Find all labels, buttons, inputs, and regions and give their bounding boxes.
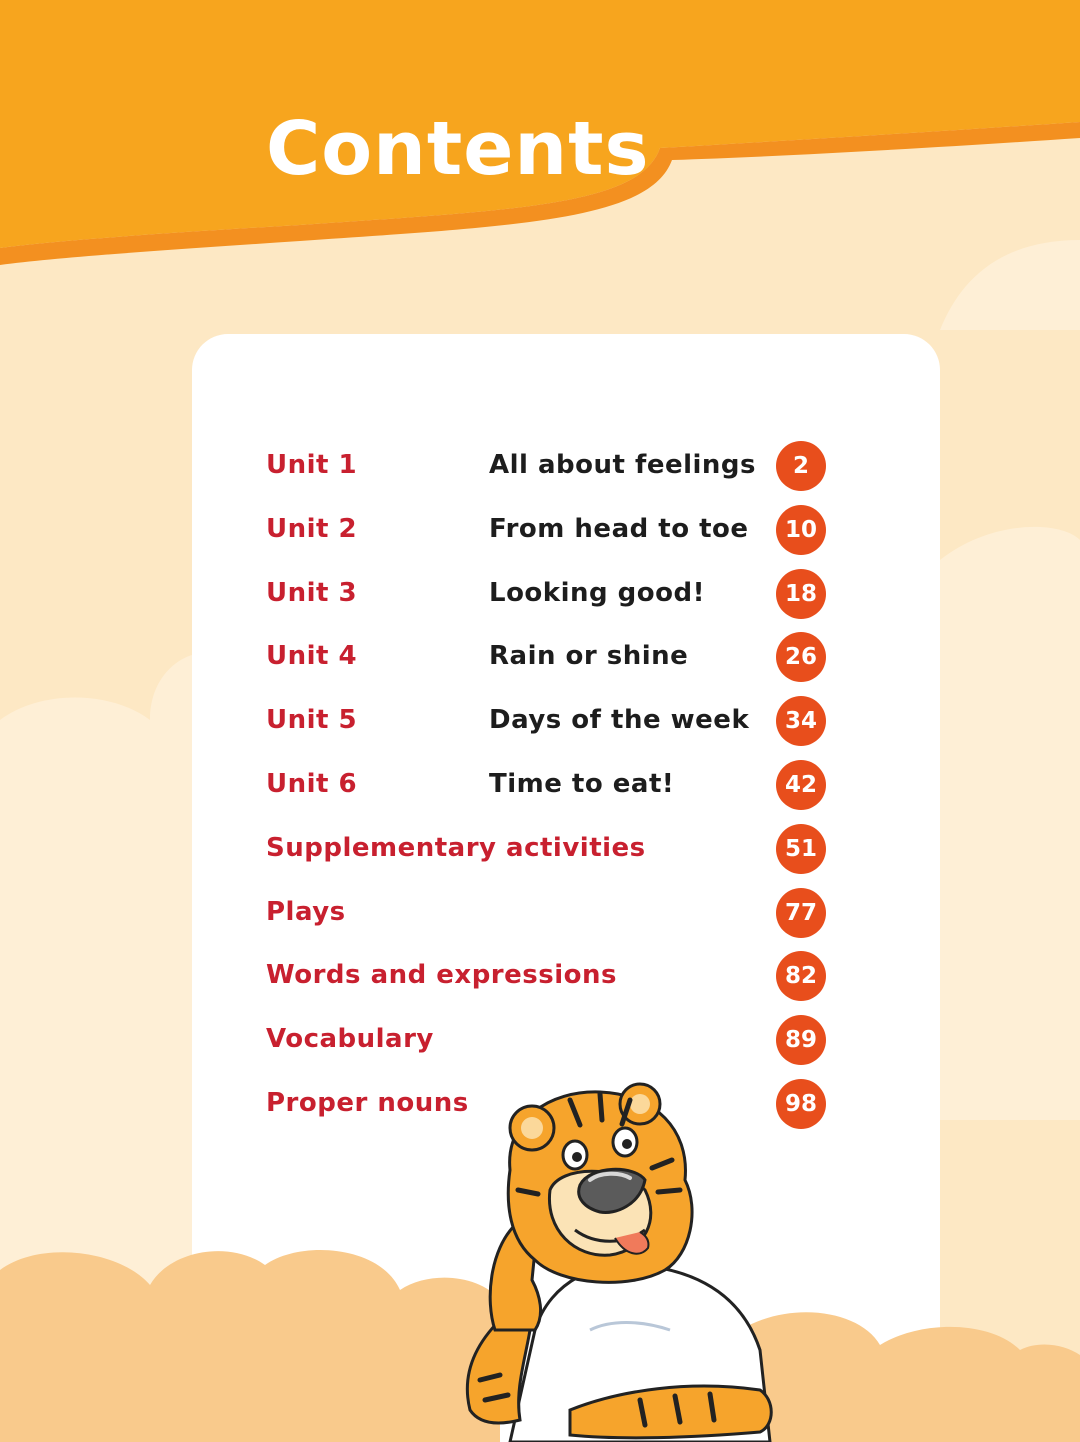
toc-item-label: Unit 2 xyxy=(266,513,358,544)
cloud-right-mid xyxy=(940,527,1080,1120)
tiger-mascot-icon xyxy=(440,1080,800,1442)
toc-row-words-and-expressions[interactable] xyxy=(266,951,846,1015)
toc-row-unit-2[interactable] xyxy=(266,505,846,569)
toc-row-unit-6[interactable] xyxy=(266,760,846,824)
toc-row-unit-5[interactable] xyxy=(266,696,846,760)
toc-row-unit-3[interactable] xyxy=(266,569,846,633)
page-number-badge[interactable]: 26 xyxy=(776,632,826,682)
page-number-badge[interactable]: 2 xyxy=(776,441,826,491)
toc-item-title: Time to eat! xyxy=(489,768,675,799)
toc-item-title: Days of the week xyxy=(489,705,750,736)
toc-row-vocabulary[interactable] xyxy=(266,1015,846,1079)
toc-item-label: Unit 3 xyxy=(266,577,358,608)
page-number-badge[interactable]: 98 xyxy=(776,1079,826,1129)
toc-item-label: Plays xyxy=(266,896,346,927)
page-number-badge[interactable]: 34 xyxy=(776,696,826,746)
page-number-badge[interactable]: 51 xyxy=(776,824,826,874)
page-number-badge[interactable]: 42 xyxy=(776,760,826,810)
toc-item-label: Unit 5 xyxy=(266,705,358,736)
toc-item-title: Looking good! xyxy=(489,577,705,608)
toc-item-label: Unit 1 xyxy=(266,450,358,480)
page-title: Contents xyxy=(266,106,650,192)
toc-item-title: Rain or shine xyxy=(489,641,689,672)
toc-row-unit-4[interactable] xyxy=(266,632,846,696)
toc-row-plays[interactable] xyxy=(266,888,846,952)
toc-item-label: Vocabulary xyxy=(266,1024,434,1055)
page-number-badge[interactable]: 10 xyxy=(776,505,826,555)
toc-item-label: Unit 6 xyxy=(266,768,358,799)
toc-item-title: All about feelings xyxy=(489,450,757,480)
cloud-left xyxy=(0,655,192,1442)
toc-item-label: Supplementary activities xyxy=(266,832,646,863)
toc-item-title: From head to toe xyxy=(489,513,749,544)
page-number-badge[interactable]: 89 xyxy=(776,1015,826,1065)
toc-item-label: Unit 4 xyxy=(266,641,358,672)
toc-row-supplementary-activities[interactable] xyxy=(266,824,846,888)
toc-row-unit-1[interactable] xyxy=(266,441,846,505)
contents-list xyxy=(266,441,846,1143)
page-number-badge[interactable]: 77 xyxy=(776,888,826,938)
page-number-badge[interactable]: 18 xyxy=(776,569,826,619)
page-number-badge[interactable]: 82 xyxy=(776,951,826,1001)
toc-item-label: Words and expressions xyxy=(266,960,617,991)
toc-item-label: Proper nouns xyxy=(266,1087,469,1118)
